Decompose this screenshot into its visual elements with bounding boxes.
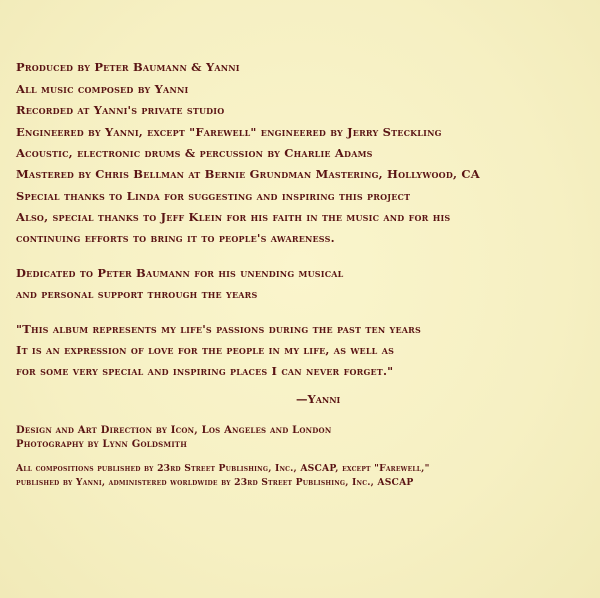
credit-thanks-jeff-2: continuing efforts to bring it to people's awareness. [16, 231, 335, 245]
credit-acoustic: Acoustic, electronic drums & percussion by Charlie Adams [16, 146, 373, 160]
credit-produced: Produced by Peter Baumann & Yanni [16, 60, 240, 74]
publishing-line-1: All compositions published by 23rd Street Publishing, Inc., ASCAP, except "Farewell," [16, 463, 430, 474]
quote-signature: —Yanni [296, 392, 341, 406]
credit-thanks-jeff-1: Also, special thanks to Jeff Klein for his faith in the music and for his [16, 210, 451, 224]
publishing-line-2: published by Yanni, administered worldwide by 23rd Street Publishing, Inc., ASCAP [16, 477, 414, 488]
credit-composed: All music composed by Yanni [16, 82, 189, 96]
quote-line-3: for some very special and inspiring places I can never forget." [16, 364, 394, 378]
dedication-line-1: Dedicated to Peter Baumann for his unending musical [16, 266, 344, 280]
quote-line-1: "This album represents my life's passions during the past ten years [16, 322, 421, 336]
dedication-line-2: and personal support through the years [16, 287, 258, 301]
design-art-direction: Design and Art Direction by Icon, Los Angeles and London [16, 425, 332, 436]
credit-engineered: Engineered by Yanni, except "Farewell" engineered by Jerry Steckling [16, 125, 442, 139]
quote-line-2: It is an expression of love for the people in my life, as well as [16, 343, 395, 357]
credit-thanks-linda: Special thanks to Linda for suggesting and inspiring this project [16, 189, 411, 203]
credit-recorded: Recorded at Yanni's private studio [16, 103, 225, 117]
design-photography: Photography by Lynn Goldsmith [16, 439, 188, 450]
credit-mastered: Mastered by Chris Bellman at Bernie Grundman Mastering, Hollywood, CA [16, 167, 480, 181]
